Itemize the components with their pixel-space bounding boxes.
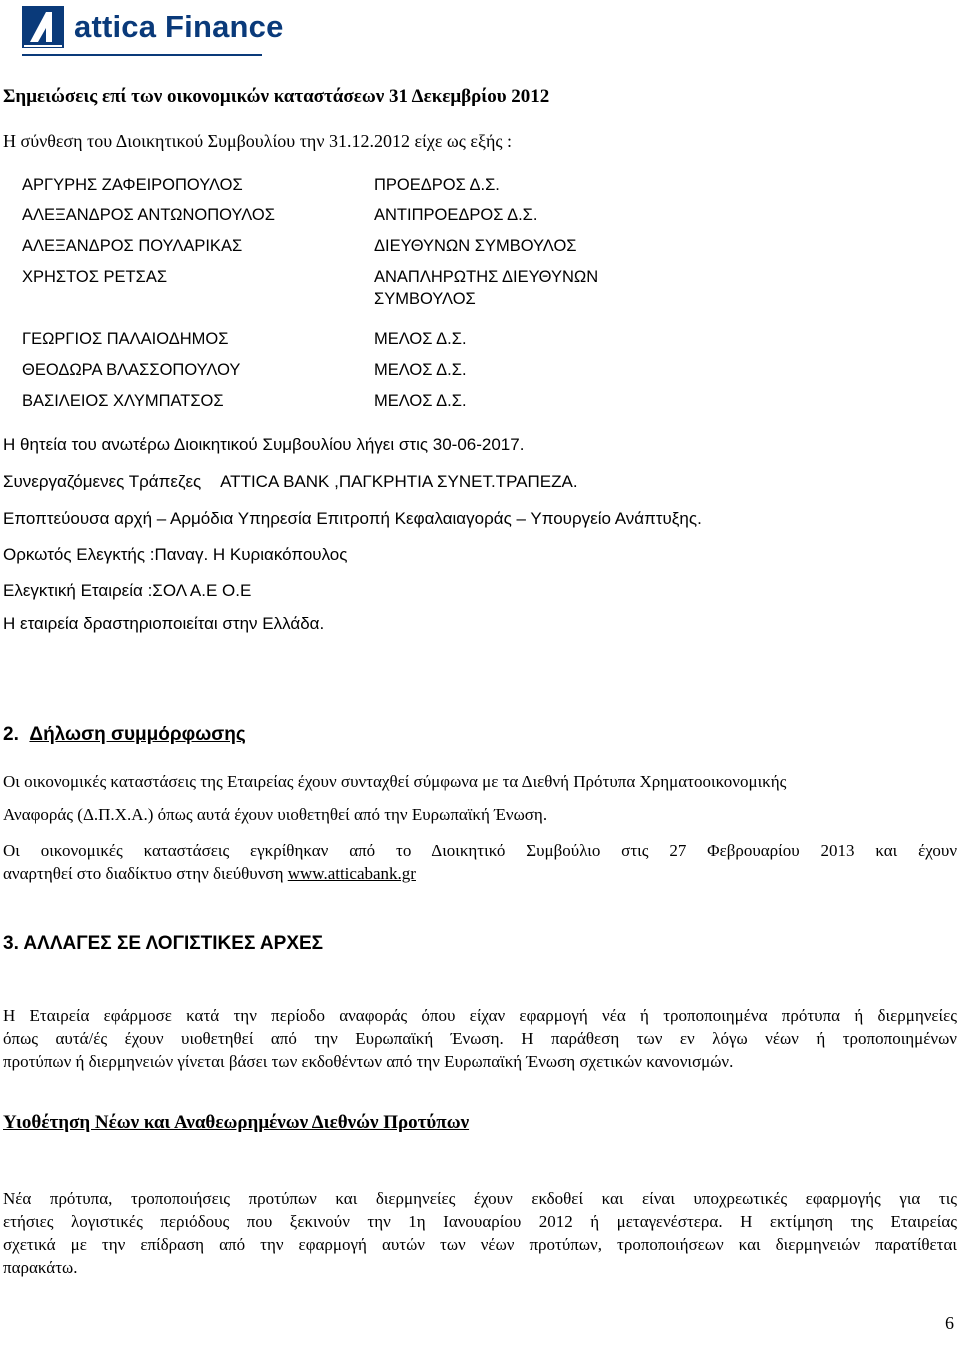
board-member-name: ΧΡΗΣΤΟΣ ΡΕΤΣΑΣ [22, 268, 168, 286]
board-member-name: ΑΡΓΥΡΗΣ ΖΑΦΕΙΡΟΠΟΥΛΟΣ [22, 176, 243, 194]
board-member-name: ΓΕΩΡΓΙΟΣ ΠΑΛΑΙΟΔΗΜΟΣ [22, 330, 229, 348]
paragraph-line: προτύπων ή διερμηνειών γίνεται βάσει των εκδοθέντων από την Ευρωπαϊκή Ένωση σχετικών κανονισμών. [3, 1052, 734, 1071]
board-member-role: ΜΕΛΟΣ Δ.Σ. [374, 392, 467, 410]
paragraph-line: όπως αυτά/ές έχουν υιοθετηθεί από την Ευρωπαϊκή Ένωση. Η παράθεση των εν λόγω νέων ή τροποποιημένων [3, 1029, 957, 1048]
attica-logo-icon [22, 6, 64, 48]
logo-underline [22, 54, 262, 56]
auditor-text: Ορκωτός Ελεγκτής :Παναγ. Η Κυριακόπουλος [3, 545, 348, 564]
country-text: Η εταιρεία δραστηριοποιείται στην Ελλάδα. [3, 614, 325, 633]
paragraph-text: αναρτηθεί στο διαδίκτυο στην διεύθυνση [3, 864, 288, 883]
audit-firm-text: Ελεγκτική Εταιρεία :ΣΟΛ Α.Ε Ο.Ε [3, 581, 252, 600]
board-member-role: ΑΝΑΠΛΗΡΩΤΗΣ ΔΙΕΥΘΥΝΩΝ [374, 268, 599, 286]
logo-brand-text: attica Finance [74, 9, 284, 44]
compliance-paragraph-2 [3, 839, 957, 885]
section-2-heading [3, 724, 246, 746]
board-member-name: ΒΑΣΙΛΕΙΟΣ ΧΛΥΜΠΑΤΣΟΣ [22, 392, 224, 410]
section-2-number: 2. [3, 724, 19, 745]
paragraph-line: Οι οικονομικές καταστάσεις εγκρίθηκαν από το Διοικητικό Συμβούλιο στις 27 Φεβρουαρίου 2013 και έχουν [3, 841, 957, 860]
new-standards-paragraph [3, 1187, 957, 1279]
new-standards-heading: Υιοθέτηση Νέων και Αναθεωρημένων Διεθνών Προτύπων [3, 1112, 470, 1133]
company-logo [22, 6, 284, 52]
section-3-heading: 3. ΑΛΛΑΓΕΣ ΣΕ ΛΟΓΙΣΤΙΚΕΣ ΑΡΧΕΣ [3, 933, 324, 954]
board-member-role: ΑΝΤΙΠΡΟΕΔΡΟΣ Δ.Σ. [374, 206, 538, 224]
board-member-name: ΑΛΕΞΑΝΔΡΟΣ ΑΝΤΩΝΟΠΟΥΛΟΣ [22, 206, 275, 224]
board-member-name: ΘΕΟΔΩΡΑ ΒΛΑΣΣΟΠΟΥΛΟΥ [22, 361, 241, 379]
board-member-role-continued: ΣΥΜΒΟΥΛΟΣ [374, 290, 476, 308]
paragraph-line: Οι οικονομικές καταστάσεις της Εταιρείας έχουν συνταχθεί σύμφωνα με τα Διεθνή Πρότυπα Χρηματοοικονομικής [3, 772, 787, 791]
paragraph-line: Νέα πρότυπα, τροποποιήσεις προτύπων και διερμηνείες έχουν εκδοθεί και είναι υποχρεωτικές εφαρμογής για τις [3, 1189, 957, 1208]
partner-banks-text: Συνεργαζόμενες Τράπεζες ATTICA BANK ,ΠΑΓΚΡΗΤΙΑ ΣΥΝΕΤ.ΤΡΑΠΕΖΑ. [3, 472, 578, 491]
paragraph-line: Αναφοράς (Δ.Π.Χ.Α.) όπως αυτά έχουν υιοθετηθεί από την Ευρωπαϊκή Ένωση. [3, 805, 548, 824]
accounting-changes-paragraph [3, 1004, 957, 1073]
atticabank-website-link[interactable]: www.atticabank.gr [287, 864, 416, 883]
board-member-role: ΠΡΟΕΔΡΟΣ Δ.Σ. [374, 176, 500, 194]
paragraph-line-with-link [3, 862, 957, 885]
page-number: 6 [945, 1313, 954, 1333]
board-intro: Η σύνθεση του Διοικητικού Συμβουλίου την 31.12.2012 είχε ως εξής : [3, 131, 513, 151]
paragraph-line: σχετικά με την επίδραση από την εφαρμογή αυτών των νέων προτύπων, τροποποιήσεων και διερμηνειών παρατίθεται [3, 1235, 957, 1254]
board-member-role: ΔΙΕΥΘΥΝΩΝ ΣΥΜΒΟΥΛΟΣ [374, 237, 577, 255]
section-2-title: Δήλωση συμμόρφωσης [29, 724, 246, 745]
paragraph-line: ετήσιες λογιστικές περιόδους που ξεκινούν την 1η Ιανουαρίου 2012 ή μεταγενέστερα. Η εκτίμηση της Εταιρείας [3, 1212, 957, 1231]
compliance-paragraph-1 [3, 770, 957, 793]
board-term-text: Η θητεία του ανωτέρω Διοικητικού Συμβουλίου λήγει στις 30-06-2017. [3, 435, 525, 454]
board-member-role: ΜΕΛΟΣ Δ.Σ. [374, 330, 467, 348]
paragraph-line: Η Εταιρεία εφάρμοσε κατά την περίοδο αναφοράς όπου είχαν εφαρμογή νέα ή τροποποιημένα πρότυπα ή διερμηνείες [3, 1006, 957, 1025]
board-member-name: ΑΛΕΞΑΝΔΡΟΣ ΠΟΥΛΑΡΙΚΑΣ [22, 237, 243, 255]
supervising-authority-text: Εποπτεύουσα αρχή – Αρμόδια Υπηρεσία Επιτροπή Κεφαλαιαγοράς – Υπουργείο Ανάπτυξης. [3, 509, 702, 528]
board-member-role: ΜΕΛΟΣ Δ.Σ. [374, 361, 467, 379]
compliance-paragraph-1-cont [3, 803, 957, 826]
page-title: Σημειώσεις επί των οικονομικών καταστάσεων 31 Δεκεμβρίου 2012 [3, 86, 550, 107]
paragraph-line: παρακάτω. [3, 1258, 78, 1277]
